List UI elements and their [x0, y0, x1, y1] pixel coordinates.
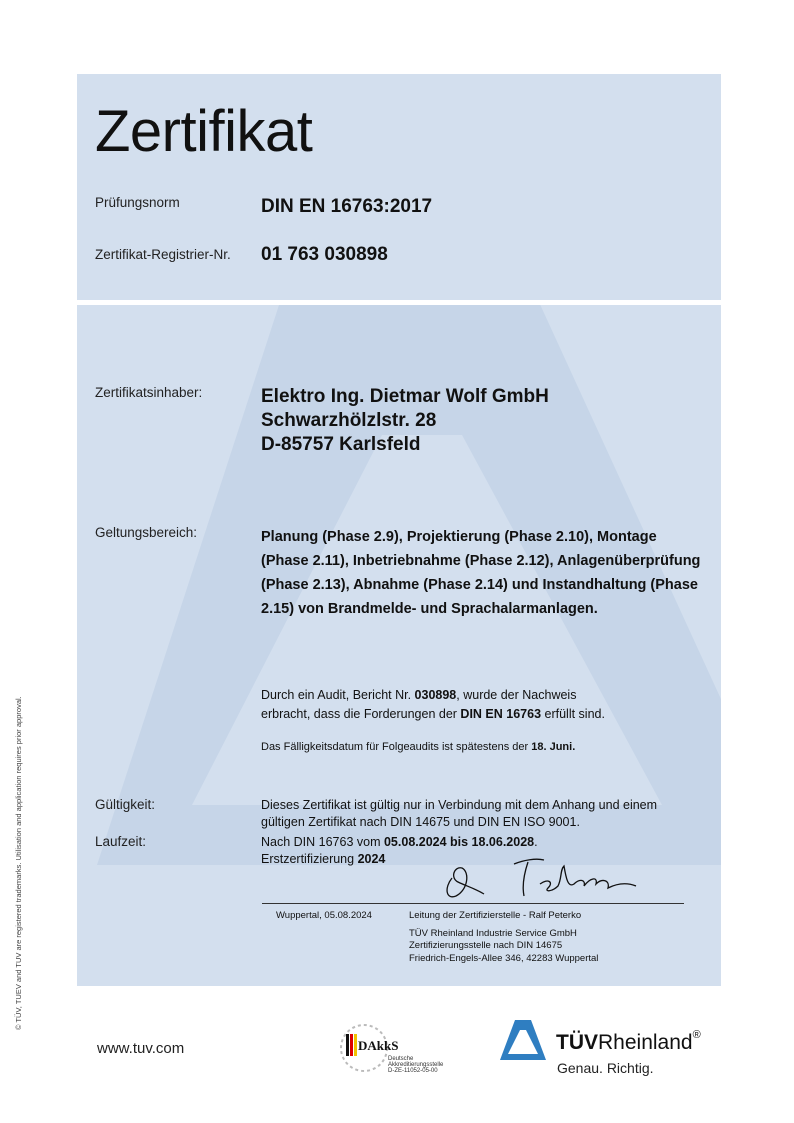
- scope-label: Geltungsbereich:: [95, 525, 198, 540]
- signature-line: [262, 903, 684, 904]
- due-date-note: [261, 741, 575, 753]
- registration-label: Zertifikat-Registrier-Nr.: [95, 247, 231, 262]
- standard-label: Prüfungsnorm: [95, 195, 180, 210]
- audit-line2-pre: erbracht, dass die Forderungen der: [261, 707, 461, 721]
- signer: Leitung der Zertifizierstelle - Ralf Peterko: [409, 910, 582, 921]
- dakks-logo-icon: [338, 1020, 458, 1078]
- page-title: Zertifikat: [95, 99, 313, 164]
- holder-street: Schwarzhölzlstr. 28: [261, 410, 437, 431]
- tuv-brand-bold: TÜV: [556, 1031, 598, 1054]
- tuv-slogan: Genau. Richtig.: [557, 1060, 654, 1076]
- runtime-label: Laufzeit:: [95, 834, 147, 849]
- due-date: 18. Juni.: [531, 741, 576, 753]
- standard-value: DIN EN 16763:2017: [261, 196, 433, 217]
- issuer-block: [409, 910, 598, 965]
- org-line-1: TÜV Rheinland Industrie Service GmbH: [409, 927, 577, 939]
- audit-standard: DIN EN 16763: [460, 707, 542, 721]
- dakks-line-3: D-ZE-11052-05-00: [388, 1068, 438, 1074]
- place-date: Wuppertal, 05.08.2024: [276, 910, 372, 921]
- audit-report-no: 030898: [414, 688, 457, 702]
- audit-statement: [261, 686, 605, 724]
- dakks-line-2: Akkreditierungsstelle: [388, 1062, 444, 1068]
- audit-line1-pre: Durch ein Audit, Bericht Nr.: [261, 688, 415, 702]
- validity-text: Dieses Zertifikat ist gültig nur in Verbindung mit dem Anhang und einem gültigen Zertifikat nach DIN 14675 und DIN EN ISO 9001.: [261, 798, 658, 829]
- audit-line1-post: , wurde der Nachweis: [456, 688, 577, 702]
- holder-label: Zertifikatsinhaber:: [95, 385, 203, 400]
- website-link[interactable]: www.tuv.com: [97, 1040, 185, 1057]
- initial-pre: Erstzertifizierung: [261, 852, 358, 866]
- holder-name: Elektro Ing. Dietmar Wolf GmbH: [261, 386, 549, 407]
- registration-value: 01 763 030898: [261, 244, 388, 265]
- runtime-post: .: [534, 835, 538, 849]
- org-line-2: Zertifizierungsstelle nach DIN 14675: [409, 940, 563, 951]
- registered-mark: ®: [692, 1029, 701, 1041]
- signature-icon: [440, 848, 650, 904]
- runtime-period: 05.08.2024 bis 18.06.2028: [383, 835, 535, 849]
- org-line-3: Friedrich-Engels-Allee 346, 42283 Wuppertal: [409, 952, 599, 964]
- dakks-line-1: Deutsche: [388, 1056, 414, 1062]
- tuv-triangle-icon: [500, 1020, 546, 1062]
- initial-year: 2024: [357, 852, 386, 866]
- due-pre: Das Fälligkeitsdatum für Folgeaudits ist spätestens der: [261, 741, 532, 753]
- tuv-brand-rest: Rheinland: [598, 1031, 693, 1054]
- trademark-note: © TÜV, TUEV and TUV are registered trademarks. Utilisation and application requires prior approval.: [14, 696, 23, 1030]
- holder-city: D-85757 Karlsfeld: [261, 434, 421, 455]
- runtime-pre: Nach DIN 16763 vom: [261, 835, 384, 849]
- scope-text: Planung (Phase 2.9), Projektierung (Phase 2.10), Montage (Phase 2.11), Inbetriebnahme (Phase 2.12), Anlagenüberprüfung (Phase 2.13), Abnahme (Phase 2.14) und Instandhaltung (Phase 2.15) von Brandmelde- und Sprachalarmanlagen.: [261, 529, 701, 617]
- validity-label: Gültigkeit:: [95, 797, 156, 812]
- tuv-brand: [556, 1031, 701, 1055]
- audit-line2-post: erfüllt sind.: [541, 707, 605, 721]
- dakks-name: DAkkS: [358, 1038, 399, 1053]
- holder-block: [261, 385, 549, 457]
